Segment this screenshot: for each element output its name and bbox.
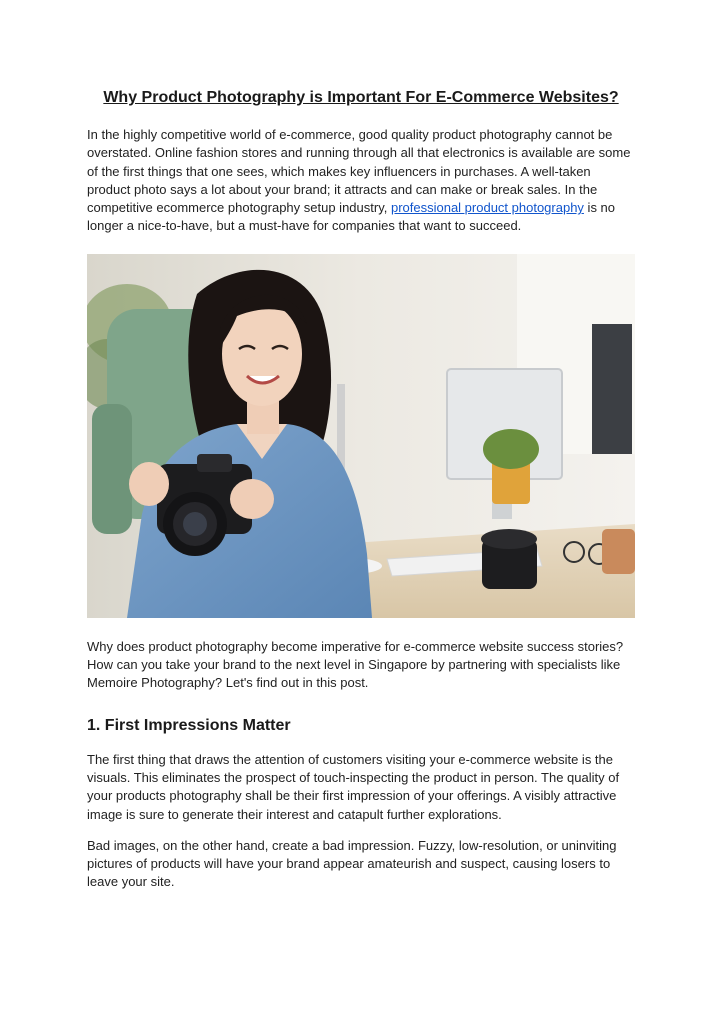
intro-text-end: is no longer a nice-to-have, but a must-have for companies that want to succeed.: [87, 200, 616, 234]
article-title: Why Product Photography is Important For E-Commerce Websites?: [103, 89, 619, 106]
section-heading-first-impressions: 1. First Impressions Matter: [87, 716, 291, 734]
document-page: [87, 87, 635, 892]
intro-question-paragraph: Why does product photography become imperative for e-commerce website success stories? How can you take your brand to the next level in Singapore by partnering with specialists like Memoire Photography? Let's find out in this post.: [87, 638, 624, 691]
intro-text-start: In the highly competitive world of e-commerce, good quality product photography cannot be overstated. Online fashion stores and running through all that electronics is available are some of the first things that one sees, which makes key influencers in purchases. A well-taken product photo says a lot about your brand; it attracts and can make or break sales. In the competitive ecommerce photography setup industry,: [87, 127, 631, 216]
section-paragraph-2: Bad images, on the other hand, create a bad impression. Fuzzy, low-resolution, or uninviting pictures of products will have your brand appear amateurish and suspect, causing losers to leave your site.: [87, 837, 617, 890]
intro-paragraph: [87, 126, 635, 236]
hero-photo: [87, 254, 635, 618]
section-paragraph-1: The first thing that draws the attention of customers visiting your e-commerce website is the visuals. This eliminates the prospect of touch-inspecting the product in person. The quality of your products photography shall be their first impression of your offerings. A visibly attractive image is sure to generate their interest and catapult further explorations.: [87, 751, 620, 822]
professional-product-photography-link[interactable]: professional product photography: [390, 200, 584, 216]
photographer-illustration: [87, 254, 635, 618]
